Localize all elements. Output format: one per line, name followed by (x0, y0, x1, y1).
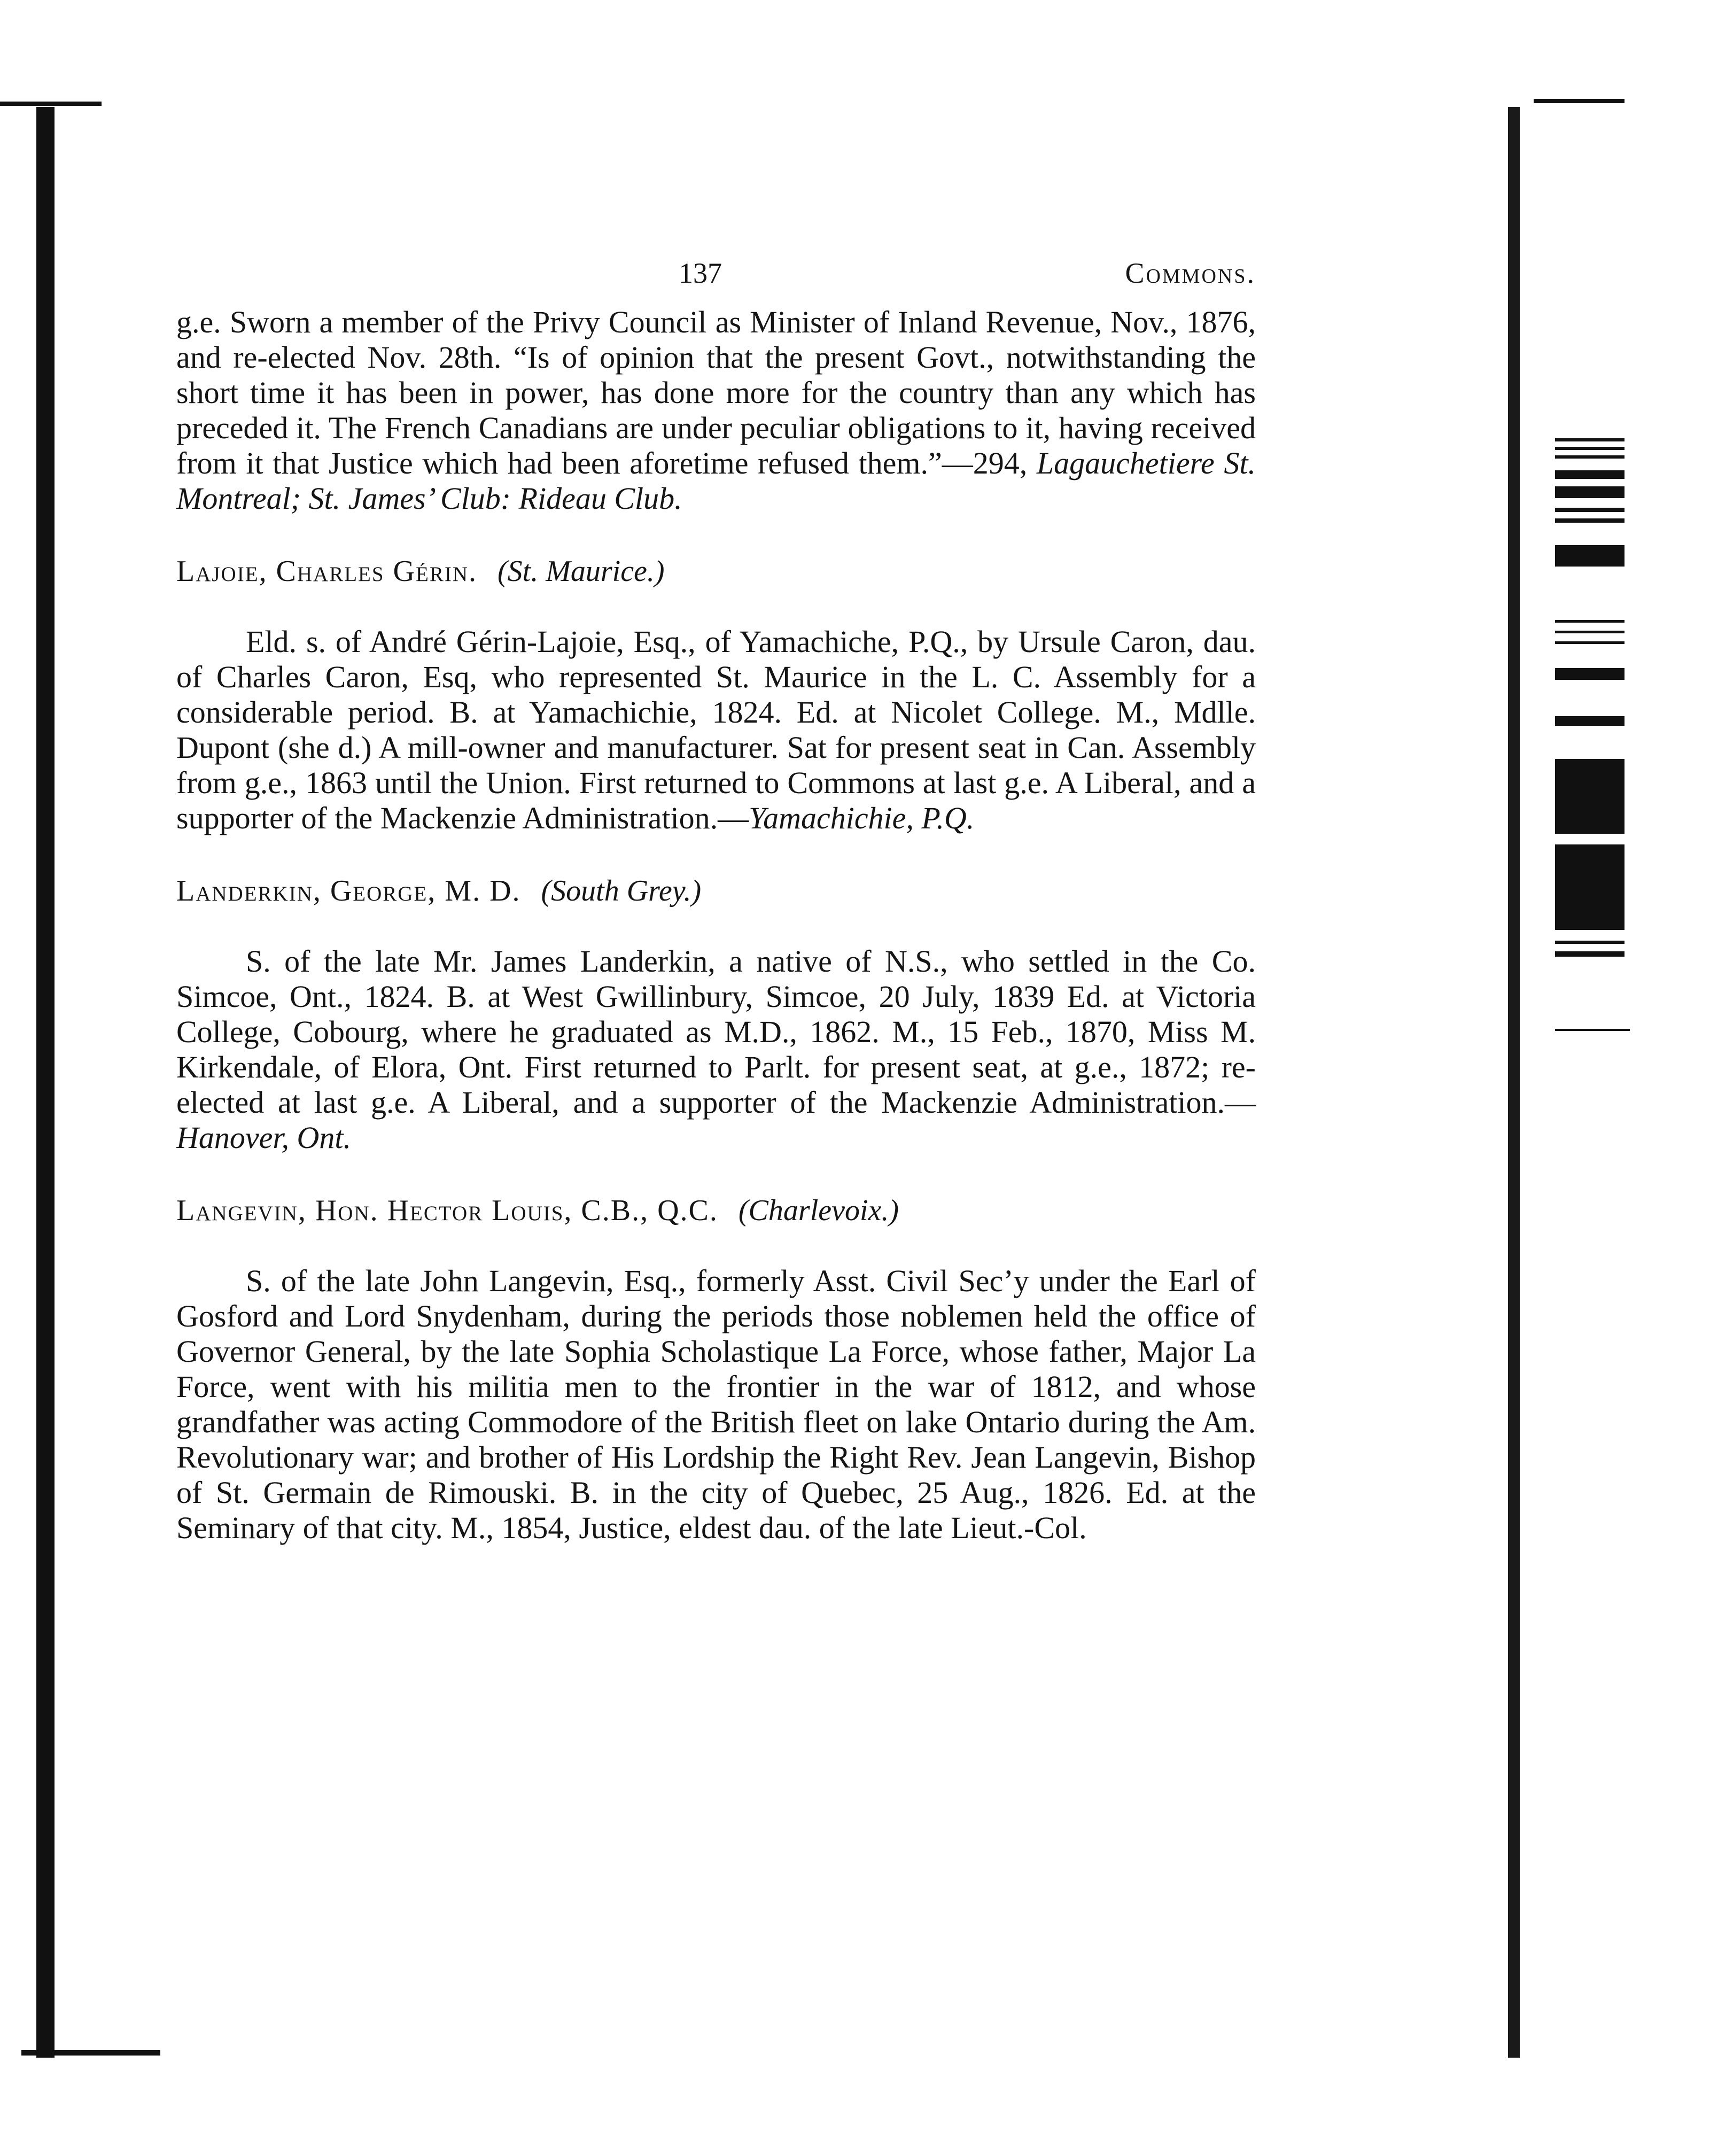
continuation-paragraph (176, 305, 1256, 516)
entry-name: Lajoie, Charles Gérin. (176, 555, 477, 588)
scan-edge-bottom-left (21, 2050, 160, 2056)
entry-name: Landerkin, George, M. D. (176, 874, 521, 908)
entry-address: Hanover, Ont. (176, 1120, 352, 1155)
entry (176, 873, 1256, 1155)
scan-edge-top-left (0, 102, 102, 106)
scan-edge-left (36, 107, 55, 2058)
entry-constituency: (Charlevoix.) (738, 1194, 899, 1227)
entry-text: Eld. s. of André Gérin-Lajoie, Esq., of Yamachiche, P.Q., by Ursule Caron, dau. of Charles Caron, Esq, who represented St. Maurice in the L. C. Assembly for a considerable period. B. at Yamachichie, 1824. Ed. at Nicolet College. M., Mdlle. Dupont (she d.) A mill-owner and manufacturer. Sat for present seat in Can. Assembly from g.e., 1863 until the Union. First returned to Commons at last g.e. A Liberal, and a supporter of the Mackenzie Administration.— (176, 624, 1256, 835)
continuation-text: g.e. Sworn a member of the Privy Council as Minister of Inland Revenue, Nov., 1876, and re-elected Nov. 28th. “Is of opinion that the present Govt., notwithstanding the short time it has been in power, has done more for the country than any which has preceded it. The French Canadians are under peculiar obligations to it, having received from it that Justice which had been aforetime refused them.”—294, (176, 305, 1256, 480)
entry-name: Langevin, Hon. Hector Louis, C.B., Q.C. (176, 1194, 718, 1227)
entry-address: Yamachichie, P.Q. (749, 801, 975, 835)
entry (176, 1193, 1256, 1546)
entry (176, 554, 1256, 836)
continuation-address: Lagauchetiere St. Montreal; St. James’ Club: Rideau Club. (176, 446, 1256, 516)
entry-text: S. of the late John Langevin, Esq., formerly Asst. Civil Sec’y under the Earl of Gosford and Lord Snydenham, during the periods those noblemen held the office of Governor General, by the late Sophia Scholastique La Force, whose father, Major La Force, went with his militia men to the frontier in the war of 1812, and whose grandfather was acting Commodore of the British fleet on lake Ontario during the Am. Revolutionary war; and brother of His Lordship the Right Rev. Jean Langevin, Bishop of St. Germain de Rimouski. B. in the city of Quebec, 25 Aug., 1826. Ed. at the Seminary of that city. M., 1854, Justice, eldest dau. of the late Lieut.-Col. (176, 1263, 1256, 1545)
page-number: 137 (679, 257, 722, 289)
scan-edge-right (1508, 107, 1520, 2058)
section-name: Commons. (1125, 257, 1256, 289)
entry-text: S. of the late Mr. James Landerkin, a native of N.S., who settled in the Co. Simcoe, Ont., 1824. B. at West Gwillinbury, Simcoe, 20 July, 1839 Ed. at Victoria College, Cobourg, where he graduated as M.D., 1862. M., 15 Feb., 1870, Miss M. Kirkendale, of Elora, Ont. First returned to Parlt. for present seat, at g.e., 1872; re-elected at last g.e. A Liberal, and a supporter of the Mackenzie Administration.— (176, 944, 1256, 1120)
entry-heading (176, 554, 1256, 589)
scan-rule-right (1555, 1029, 1630, 1031)
entry-body (176, 944, 1256, 1155)
entry-body (176, 1263, 1256, 1546)
entry-heading (176, 1193, 1256, 1228)
entry-constituency: (South Grey.) (541, 874, 702, 908)
entry-body (176, 624, 1256, 836)
entry-heading (176, 873, 1256, 909)
entry-constituency: (St. Maurice.) (497, 555, 665, 588)
document-page (176, 246, 1256, 1546)
scan-edge-top-right (1534, 99, 1625, 103)
scan-barcode-marks (1555, 438, 1630, 1026)
running-head (176, 246, 1256, 305)
